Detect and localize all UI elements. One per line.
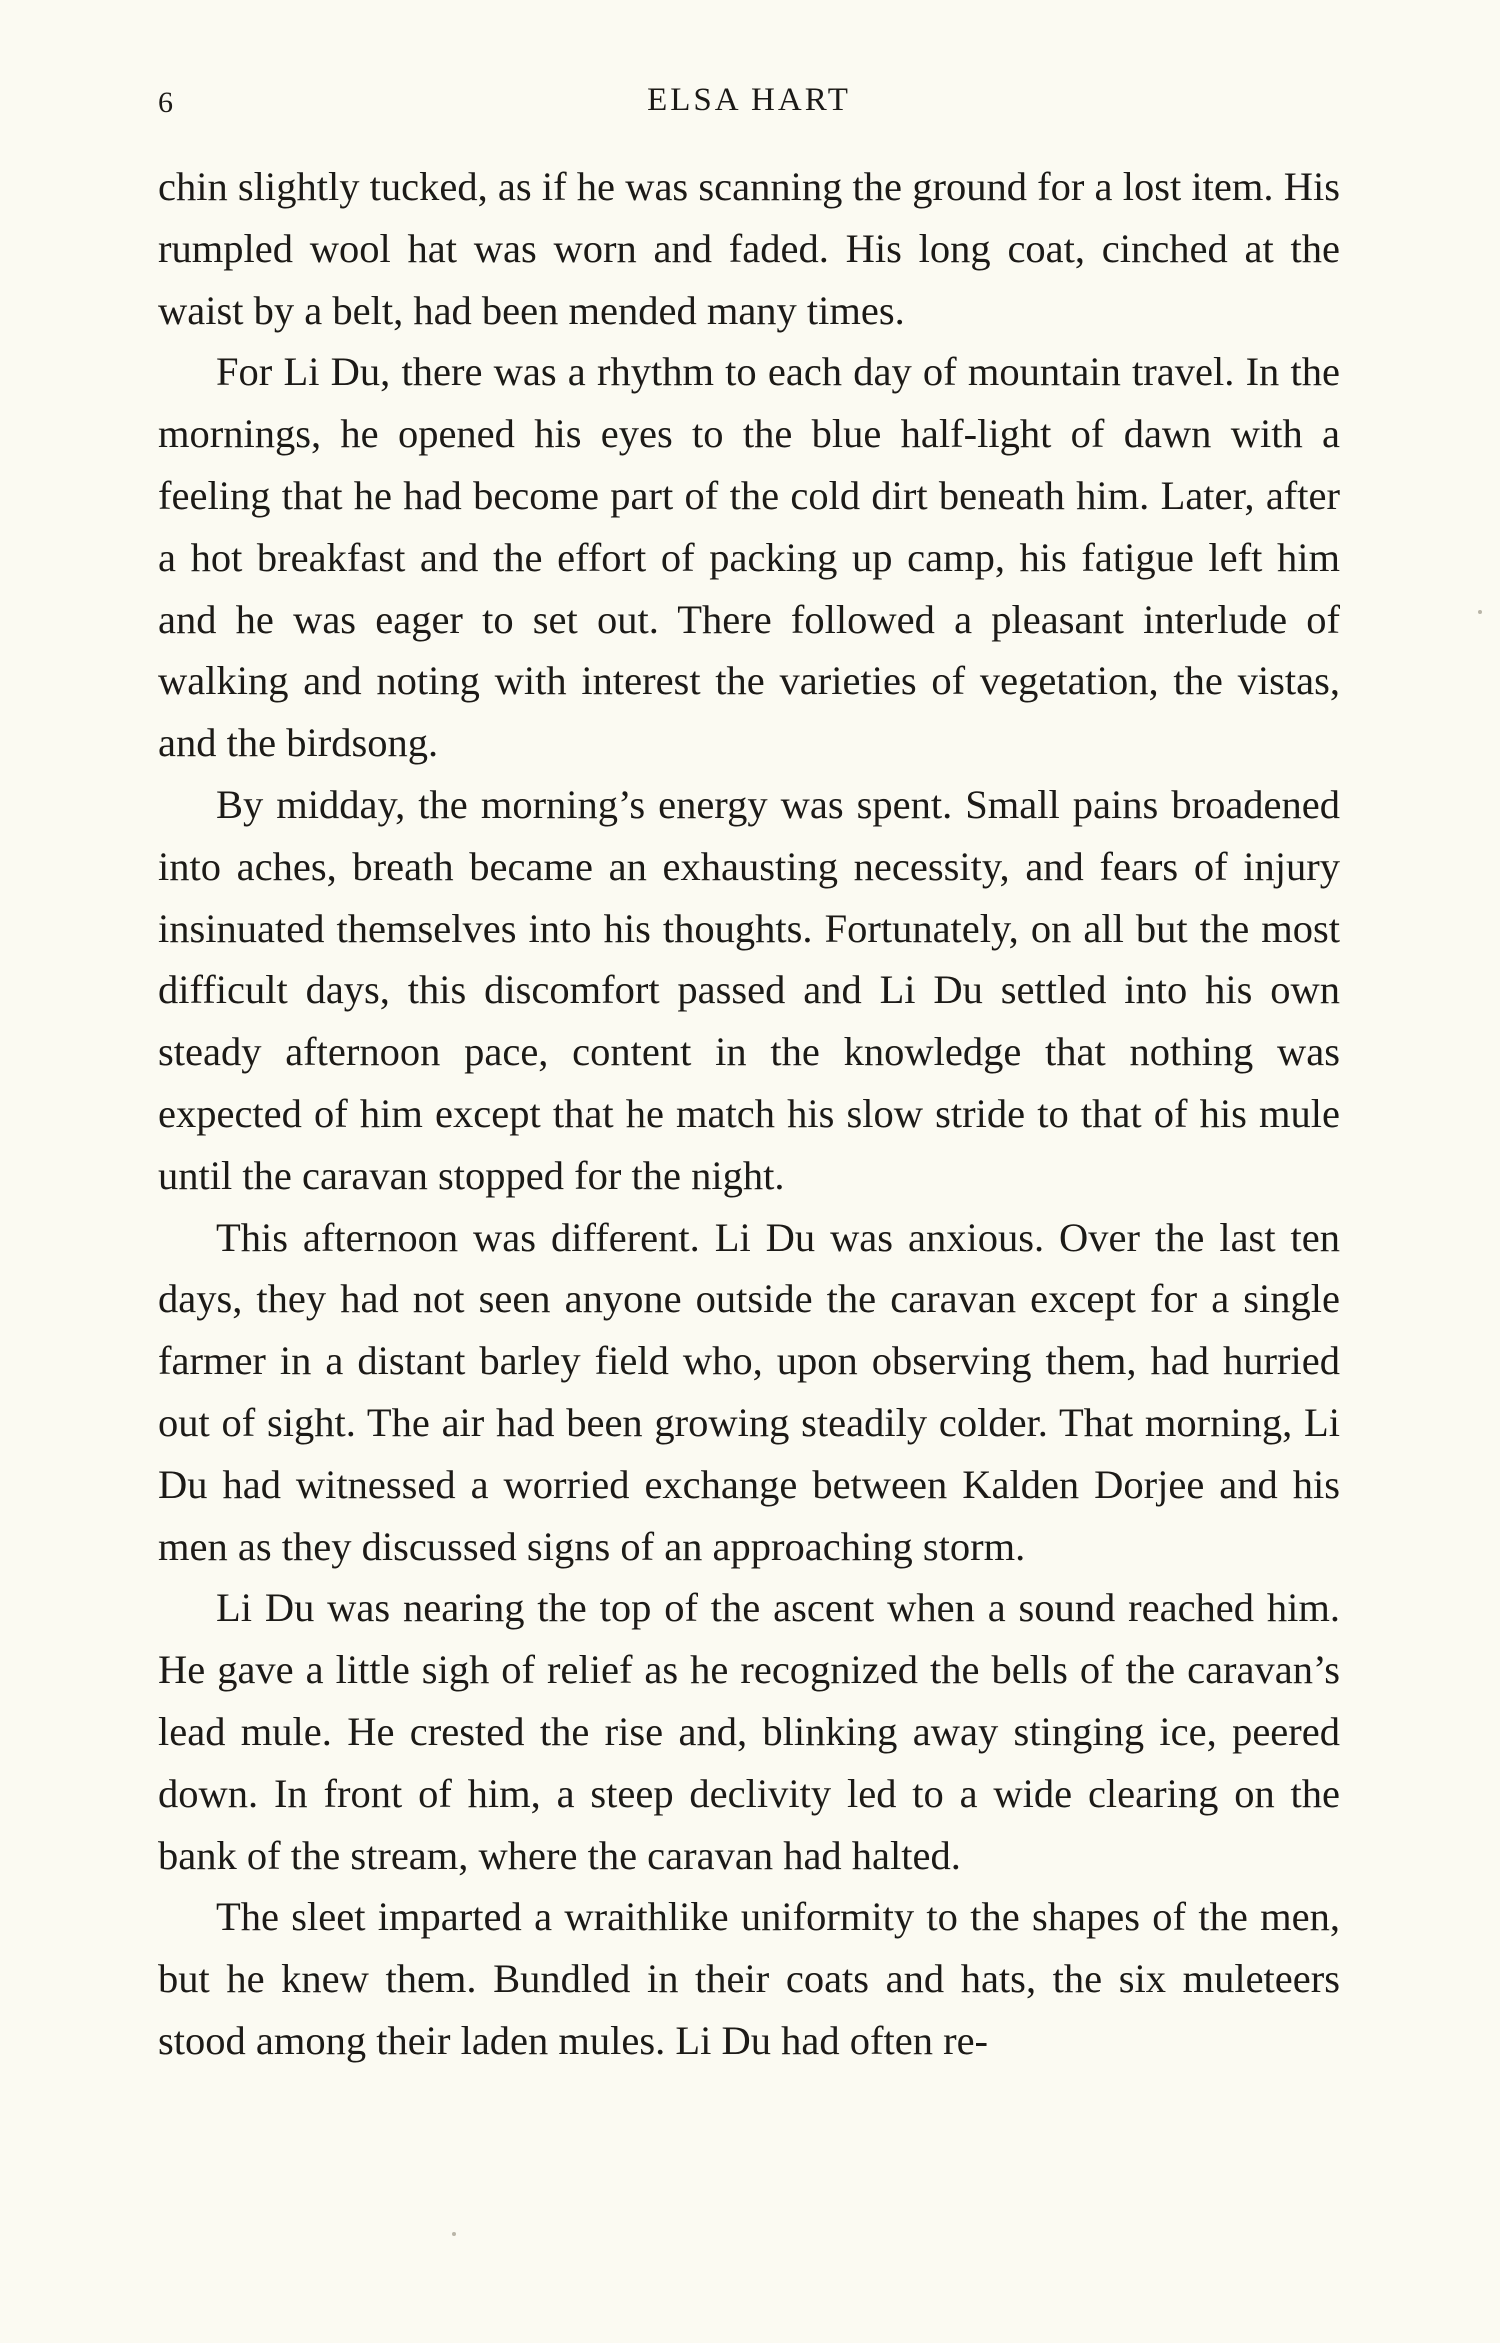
- paragraph-6: The sleet imparted a wraithlike uniformity to the shapes of the men, but he knew them. Bundled in their coats and hats, the six muleteers stood among their laden mules. Li Du had often re-: [158, 1894, 1340, 2063]
- paper-speck: [1478, 610, 1482, 614]
- page-number: 6: [158, 86, 173, 119]
- paragraph-3: By midday, the morning’s energy was spent. Small pains broadened into aches, breath became an exhausting necessity, and fears of injury insinuated themselves into his thoughts. Fortunately, on all but the most difficult days, this discomfort passed and Li Du settled into his own steady afternoon pace, content in the knowledge that nothing was expected of him except that he match his slow stride to that of his mule until the caravan stopped for the night.: [158, 781, 1340, 1198]
- paragraph-4: This afternoon was different. Li Du was anxious. Over the last ten days, they had not seen anyone outside the caravan except for a single farmer in a distant barley field who, upon observing them, had hurried out of sight. The air had been growing steadily colder. That morning, Li Du had witnessed a worried exchange between Kalden Dorjee and his men as they discussed signs of an approaching storm.: [158, 1214, 1340, 1569]
- running-head: [158, 72, 1340, 132]
- paragraph-2: For Li Du, there was a rhythm to each day of mountain travel. In the mornings, he opened his eyes to the blue half-light of dawn with a feeling that he had become part of the cold dirt beneath him. Later, after a hot breakfast and the effort of packing up camp, his fatigue left him and he was eager to set out. There followed a pleasant interlude of walking and noting with interest the varieties of vegetation, the vistas, and the birdsong.: [158, 349, 1340, 766]
- paper-speck: [452, 2232, 456, 2236]
- paragraph-5: Li Du was nearing the top of the ascent when a sound reached him. He gave a little sigh of relief as he recognized the bells of the caravan’s lead mule. He crested the rise and, blinking away stinging ice, peered down. In front of him, a steep declivity led to a wide clearing on the bank of the stream, where the caravan had halted.: [158, 1585, 1340, 1878]
- body-text: [158, 156, 1340, 2072]
- paragraph-1: chin slightly tucked, as if he was scanning the ground for a lost item. His rumpled wool hat was worn and faded. His long coat, cinched at the waist by a belt, had been mended many times.: [158, 164, 1340, 333]
- running-head-author: ELSA HART: [647, 82, 851, 118]
